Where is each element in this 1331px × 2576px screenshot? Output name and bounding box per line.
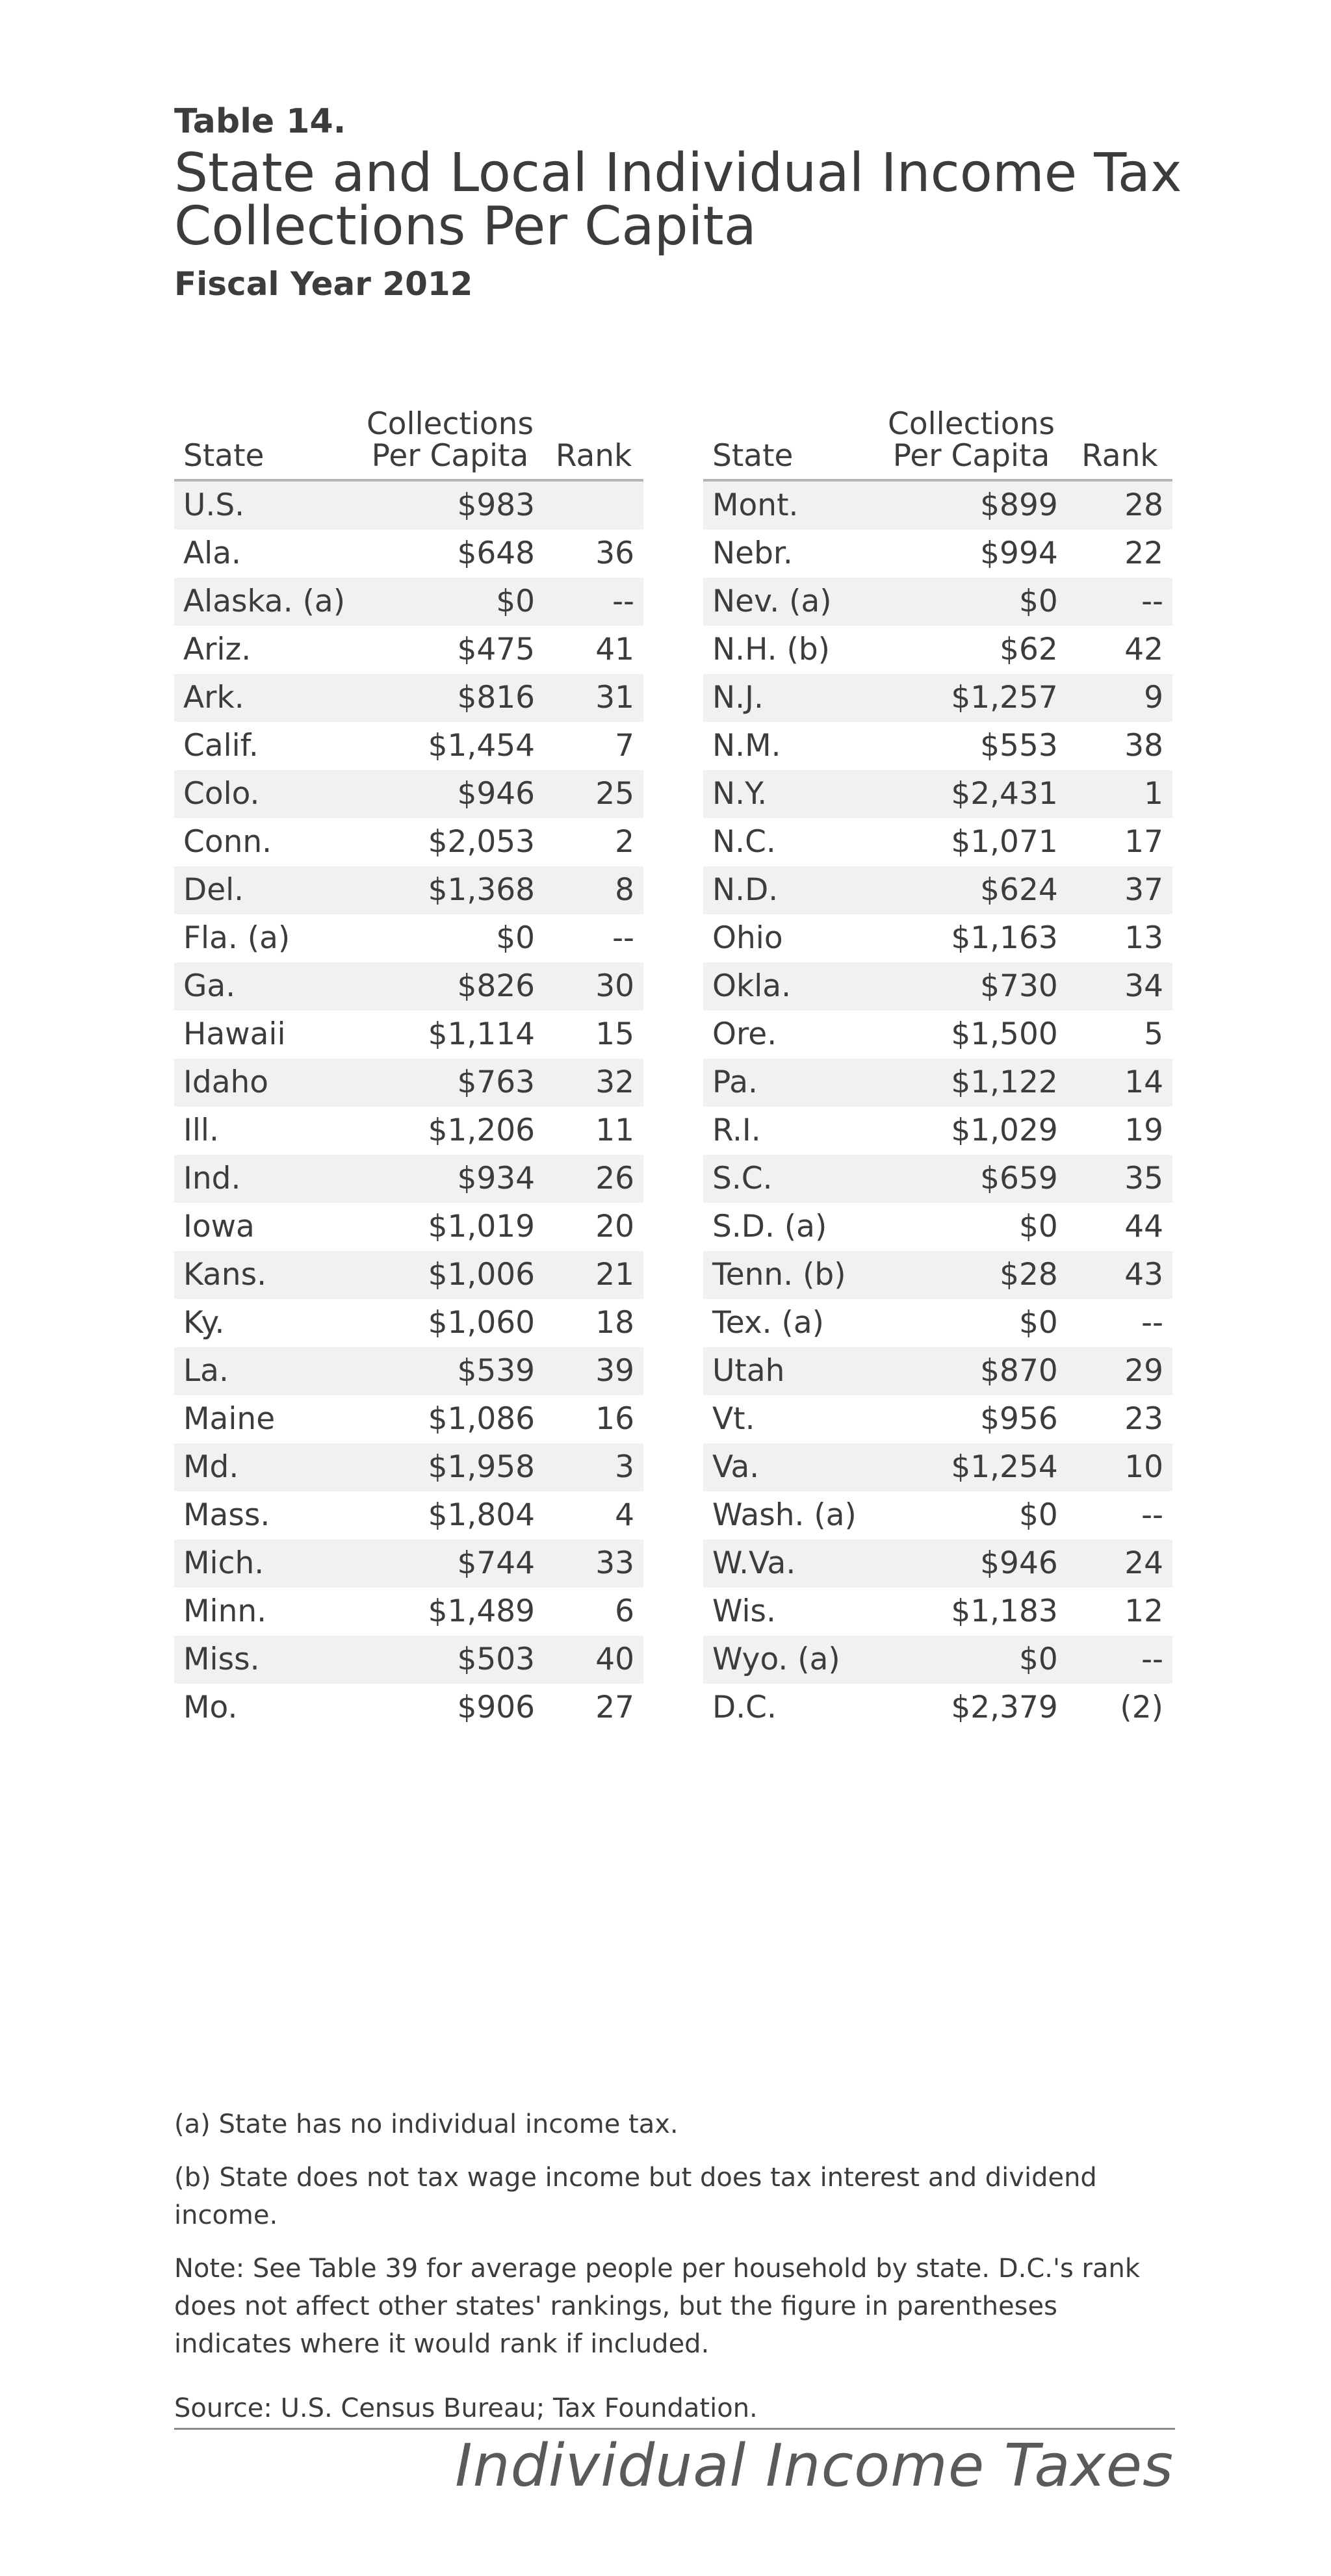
state-cell: Alaska. (a) — [174, 578, 356, 626]
state-cell: N.M. — [712, 727, 781, 764]
rank-cell: 25 — [544, 770, 643, 818]
section-footer-title: Individual Income Taxes — [455, 2432, 1174, 2500]
state-cell: Wyo. (a) — [703, 1636, 875, 1684]
table-row — [703, 1539, 1172, 1588]
state-cell: Miss. — [174, 1636, 356, 1684]
table-number: Table 14. — [174, 102, 346, 141]
collections-cell: $899 — [875, 480, 1067, 530]
rank-cell: 43 — [1067, 1251, 1172, 1299]
collections-cell: $539 — [356, 1347, 544, 1395]
collections-cell: $934 — [356, 1155, 544, 1203]
collections-cell: $906 — [457, 1689, 536, 1725]
collections-cell: $0 — [1018, 1208, 1058, 1244]
table-row — [174, 866, 643, 914]
left-table-body — [174, 480, 643, 1732]
rank-cell — [544, 480, 643, 530]
collections-cell: $0 — [875, 1636, 1067, 1684]
state-cell: Ariz. — [183, 631, 252, 667]
state-cell: N.C. — [712, 823, 776, 860]
table-row — [174, 626, 643, 674]
footnote-a: (a) State has no individual income tax. — [174, 2109, 678, 2139]
rank-cell: -- — [612, 920, 634, 956]
collections-cell: $659 — [875, 1155, 1067, 1203]
state-cell: Md. — [174, 1443, 356, 1491]
state-cell: Ohio — [712, 920, 783, 956]
collections-cell: $2,379 — [951, 1689, 1058, 1725]
rank-cell: 17 — [1124, 823, 1163, 860]
collections-cell: $1,122 — [875, 1059, 1067, 1107]
state-cell: D.C. — [712, 1689, 777, 1725]
state-cell: Hawaii — [183, 1016, 286, 1052]
collections-cell: $28 — [875, 1251, 1067, 1299]
state-cell: Iowa — [183, 1208, 255, 1244]
table-row — [703, 1299, 1172, 1347]
collections-cell: $1,114 — [428, 1016, 536, 1052]
page-subtitle: Fiscal Year 2012 — [174, 264, 473, 303]
collections-cell: $1,086 — [428, 1400, 536, 1437]
state-cell: Mo. — [183, 1689, 238, 1725]
state-cell: N.J. — [703, 674, 875, 722]
title-line-1: State and Local Individual Income Tax — [174, 142, 1182, 204]
state-cell: Ga. — [174, 962, 356, 1011]
collections-header-line-1: Collections — [888, 406, 1055, 442]
state-cell: Tenn. (b) — [703, 1251, 875, 1299]
collections-cell: $475 — [457, 631, 536, 667]
rank-cell: 41 — [595, 631, 634, 667]
rank-cell: 1 — [1067, 770, 1172, 818]
state-column-header: State — [174, 408, 356, 480]
collections-cell: $983 — [356, 480, 544, 530]
rank-cell: (2) — [1120, 1689, 1163, 1725]
table-row — [174, 914, 643, 962]
footnotes — [174, 2106, 1175, 2378]
rank-cell: 38 — [1124, 727, 1163, 764]
table-row — [174, 1011, 643, 1059]
state-cell: Ore. — [712, 1016, 777, 1052]
source-line: Source: U.S. Census Bureau; Tax Foundation. — [174, 2391, 1175, 2430]
state-cell: Mich. — [174, 1539, 356, 1588]
rank-cell: 16 — [595, 1400, 634, 1437]
state-cell: Colo. — [174, 770, 356, 818]
table-row — [174, 480, 643, 530]
collections-cell: $1,060 — [428, 1304, 536, 1341]
state-cell: Nev. (a) — [703, 578, 875, 626]
table-row — [174, 674, 643, 722]
table-row — [703, 578, 1172, 626]
collections-cell: $0 — [496, 920, 536, 956]
collections-header-line-2: Per Capita — [371, 438, 529, 474]
state-cell: N.Y. — [703, 770, 875, 818]
state-cell: Nebr. — [712, 535, 793, 571]
state-cell: Calif. — [183, 727, 259, 764]
rank-cell: 20 — [595, 1208, 634, 1244]
rank-cell: 18 — [595, 1304, 634, 1341]
state-cell: Conn. — [183, 823, 272, 860]
table-row — [174, 1155, 643, 1203]
table-row — [174, 1395, 643, 1443]
table-row — [703, 770, 1172, 818]
collections-cell: $553 — [980, 727, 1058, 764]
table-header — [174, 103, 1188, 303]
collections-header-line-1: Collections — [366, 406, 534, 442]
rank-cell: 6 — [615, 1593, 634, 1629]
state-cell: Ala. — [183, 535, 241, 571]
collections-cell: $1,257 — [875, 674, 1067, 722]
table-row — [703, 530, 1172, 578]
rank-cell: 39 — [544, 1347, 643, 1395]
collections-cell: $2,053 — [428, 823, 536, 860]
table-row — [703, 1491, 1172, 1539]
rank-cell: 22 — [1124, 535, 1163, 571]
state-cell: Ill. — [183, 1112, 219, 1148]
rank-cell: 37 — [1067, 866, 1172, 914]
state-cell: Minn. — [183, 1593, 267, 1629]
rank-cell: 9 — [1067, 674, 1172, 722]
table-row — [703, 722, 1172, 770]
rank-cell: 23 — [1124, 1400, 1163, 1437]
collections-cell: $2,431 — [875, 770, 1067, 818]
table-row — [174, 530, 643, 578]
rank-cell: -- — [1141, 1304, 1163, 1341]
table-row — [174, 770, 643, 818]
rank-cell: 31 — [544, 674, 643, 722]
state-cell: Idaho — [174, 1059, 356, 1107]
left-data-table — [174, 408, 643, 1732]
right-data-table — [703, 408, 1172, 1732]
collections-cell: $1,183 — [951, 1593, 1058, 1629]
state-cell: Pa. — [703, 1059, 875, 1107]
table-row — [174, 1203, 643, 1251]
rank-cell: 10 — [1067, 1443, 1172, 1491]
table-row — [703, 866, 1172, 914]
rank-cell: 28 — [1067, 480, 1172, 530]
rank-column-header: Rank — [544, 408, 643, 480]
footnote-b: (b) State does not tax wage income but does tax interest and dividend income. — [174, 2163, 1097, 2230]
state-cell: W.Va. — [703, 1539, 875, 1588]
table-header-row — [174, 408, 643, 480]
rank-cell: 19 — [1124, 1112, 1163, 1148]
table-row — [703, 1155, 1172, 1203]
collections-cell: $994 — [980, 535, 1058, 571]
state-cell: Wis. — [712, 1593, 776, 1629]
collections-cell: $503 — [356, 1636, 544, 1684]
rank-cell: 36 — [595, 535, 634, 571]
rank-cell: 30 — [544, 962, 643, 1011]
table-row — [703, 914, 1172, 962]
rank-cell: -- — [1067, 578, 1172, 626]
state-cell: Tex. (a) — [712, 1304, 824, 1341]
state-cell: Del. — [174, 866, 356, 914]
table-row — [703, 1443, 1172, 1491]
rank-column-header: Rank — [1067, 408, 1172, 480]
state-cell: Va. — [703, 1443, 875, 1491]
state-cell: La. — [174, 1347, 356, 1395]
table-row — [174, 1443, 643, 1491]
rank-cell: 29 — [1067, 1347, 1172, 1395]
rank-cell: 35 — [1067, 1155, 1172, 1203]
collections-cell: $1,071 — [951, 823, 1058, 860]
state-cell: U.S. — [174, 480, 356, 530]
rank-cell: 8 — [544, 866, 643, 914]
rank-cell: 21 — [544, 1251, 643, 1299]
table-row — [703, 626, 1172, 674]
table-row — [174, 1491, 643, 1539]
table-row — [174, 1636, 643, 1684]
table-row — [703, 1059, 1172, 1107]
table-row — [174, 578, 643, 626]
table-row — [703, 1684, 1172, 1732]
state-cell: Mass. — [183, 1497, 270, 1533]
rank-cell: 26 — [544, 1155, 643, 1203]
table-row — [703, 1011, 1172, 1059]
collections-cell: $1,029 — [951, 1112, 1058, 1148]
collections-cell: $826 — [356, 962, 544, 1011]
collections-cell: $1,958 — [356, 1443, 544, 1491]
state-cell: R.I. — [712, 1112, 761, 1148]
right-table-body — [703, 480, 1172, 1732]
collections-cell: $1,019 — [428, 1208, 536, 1244]
state-cell: Maine — [183, 1400, 276, 1437]
table-row — [174, 1347, 643, 1395]
table-note: Note: See Table 39 for average people per household by state. D.C.'s rank does not affect other states' rankings, but the figure in parentheses indicates where it would rank if included. — [174, 2254, 1140, 2359]
rank-cell: 44 — [1124, 1208, 1163, 1244]
table-row — [174, 1107, 643, 1155]
table-row — [703, 1251, 1172, 1299]
collections-cell: $1,454 — [428, 727, 536, 764]
rank-cell: -- — [1067, 1636, 1172, 1684]
table-row — [174, 1588, 643, 1636]
rank-cell: 13 — [1124, 920, 1163, 956]
rank-cell: -- — [1141, 1497, 1163, 1533]
rank-cell: 33 — [544, 1539, 643, 1588]
state-cell: N.D. — [703, 866, 875, 914]
collections-column-header — [356, 408, 544, 480]
table-row — [703, 480, 1172, 530]
state-cell: Kans. — [174, 1251, 356, 1299]
state-cell: Ark. — [174, 674, 356, 722]
collections-cell: $1,804 — [428, 1497, 536, 1533]
table-row — [703, 1203, 1172, 1251]
collections-cell: $1,006 — [356, 1251, 544, 1299]
collections-cell: $1,500 — [951, 1016, 1058, 1052]
rank-cell: 11 — [595, 1112, 634, 1148]
table-row — [174, 1539, 643, 1588]
state-cell: Ky. — [183, 1304, 225, 1341]
table-row — [703, 674, 1172, 722]
state-cell: Fla. (a) — [183, 920, 291, 956]
title-line-2: Collections Per Capita — [174, 195, 756, 257]
table-row — [703, 1636, 1172, 1684]
collections-cell: $0 — [1018, 1497, 1058, 1533]
collections-cell: $1,206 — [428, 1112, 536, 1148]
collections-cell: $744 — [356, 1539, 544, 1588]
rank-cell: 40 — [544, 1636, 643, 1684]
collections-cell: $1,368 — [356, 866, 544, 914]
rank-cell: 3 — [544, 1443, 643, 1491]
collections-cell: $816 — [356, 674, 544, 722]
state-cell: Mont. — [703, 480, 875, 530]
table-row — [703, 1347, 1172, 1395]
table-row — [174, 1299, 643, 1347]
collections-cell: $1,489 — [428, 1593, 536, 1629]
table-row — [703, 1395, 1172, 1443]
table-header-row — [703, 408, 1172, 480]
collections-header-line-2: Per Capita — [892, 438, 1050, 474]
state-cell: Vt. — [712, 1400, 755, 1437]
table-row — [174, 722, 643, 770]
collections-cell: $0 — [875, 578, 1067, 626]
collections-cell: $730 — [875, 962, 1067, 1011]
rank-cell: 32 — [544, 1059, 643, 1107]
rank-cell: 27 — [595, 1689, 634, 1725]
table-row — [174, 1684, 643, 1732]
rank-cell: 15 — [595, 1016, 634, 1052]
table-row — [174, 1251, 643, 1299]
collections-cell: $956 — [980, 1400, 1058, 1437]
collections-cell: $0 — [1018, 1304, 1058, 1341]
table-row — [174, 962, 643, 1011]
collections-cell: $946 — [875, 1539, 1067, 1588]
rank-cell: 24 — [1067, 1539, 1172, 1588]
table-row — [703, 818, 1172, 866]
collections-cell: $763 — [356, 1059, 544, 1107]
state-cell: Utah — [703, 1347, 875, 1395]
collections-cell: $0 — [356, 578, 544, 626]
collections-cell: $62 — [1000, 631, 1058, 667]
collections-cell: $1,163 — [951, 920, 1058, 956]
rank-cell: 7 — [615, 727, 634, 764]
rank-cell: 14 — [1067, 1059, 1172, 1107]
rank-cell: 12 — [1124, 1593, 1163, 1629]
rank-cell: 5 — [1144, 1016, 1163, 1052]
rank-cell: 34 — [1067, 962, 1172, 1011]
collections-cell: $624 — [875, 866, 1067, 914]
table-row — [174, 1059, 643, 1107]
rank-cell: 42 — [1124, 631, 1163, 667]
collections-cell: $870 — [875, 1347, 1067, 1395]
state-column-header: State — [703, 408, 875, 480]
state-cell: Ind. — [174, 1155, 356, 1203]
table-row — [703, 1588, 1172, 1636]
state-cell: N.H. (b) — [712, 631, 831, 667]
collections-cell: $1,254 — [875, 1443, 1067, 1491]
state-cell: S.C. — [703, 1155, 875, 1203]
table-row — [174, 818, 643, 866]
rank-cell: -- — [544, 578, 643, 626]
collections-cell: $648 — [457, 535, 536, 571]
state-cell: S.D. (a) — [712, 1208, 827, 1244]
state-cell: Okla. — [703, 962, 875, 1011]
state-cell: Wash. (a) — [712, 1497, 857, 1533]
rank-cell: 2 — [615, 823, 634, 860]
page-title — [174, 142, 1188, 257]
collections-column-header — [875, 408, 1067, 480]
table-row — [703, 962, 1172, 1011]
rank-cell: 4 — [615, 1497, 634, 1533]
collections-cell: $946 — [356, 770, 544, 818]
table-row — [703, 1107, 1172, 1155]
